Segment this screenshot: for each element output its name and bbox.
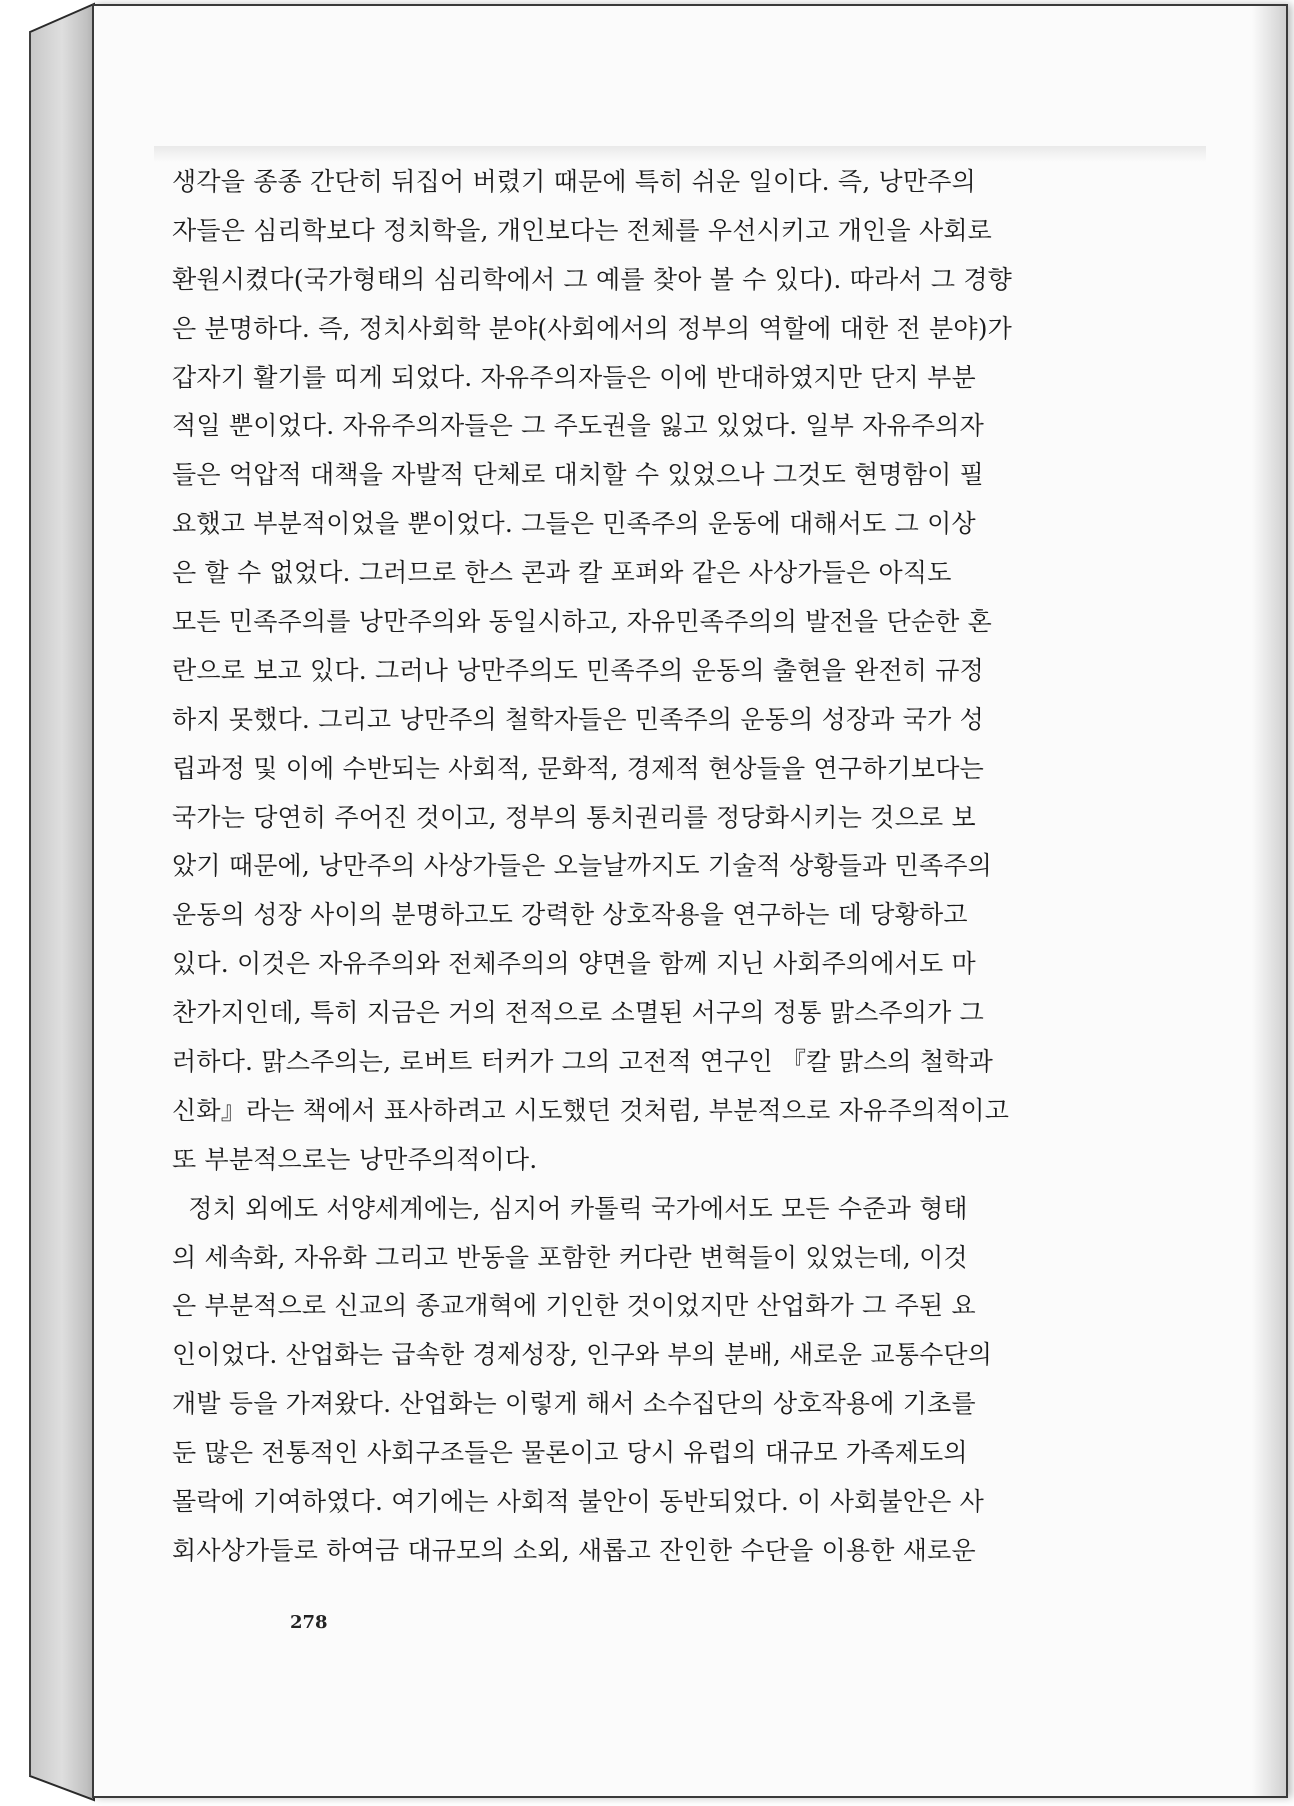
text-line: 정치 외에도 서양세계에는, 심지어 카톨릭 국가에서도 모든 수준과 형태 [172,1193,968,1223]
text-line: 립과정 및 이에 수반되는 사회적, 문화적, 경제적 현상들을 연구하기보다는 [172,753,984,783]
text-line: 의 세속화, 자유화 그리고 반동을 포함한 커다란 변혁들이 있었는데, 이것 [172,1242,968,1272]
text-line: 찬가지인데, 특히 지금은 거의 전적으로 소멸된 서구의 정통 맑스주의가 그 [172,998,984,1028]
text-line: 하지 못했다. 그리고 낭만주의 철학자들은 민족주의 운동의 성장과 국가 성 [172,704,984,734]
text-line: 생각을 종종 간단히 뒤집어 버렸기 때문에 특히 쉬운 일이다. 즉, 낭만주의 [172,167,976,196]
text-line: 국가는 당연히 주어진 것이고, 정부의 통치권리를 정당화시키는 것으로 보 [172,802,976,832]
text-line: 회사상가들로 하여금 대규모의 소외, 새롭고 잔인한 수단을 이용한 새로운 [172,1535,976,1565]
text-line: 환원시켰다(국가형태의 심리학에서 그 예를 찾아 볼 수 있다). 따라서 그 경향 [172,264,1013,294]
text-line: 러하다. 맑스주의는, 로버트 터커가 그의 고전적 연구인 『칼 맑스의 철학과 [172,1047,993,1077]
text-line: 자들은 심리학보다 정치학을, 개인보다는 전체를 우선시키고 개인을 사회로 [172,215,993,245]
text-line: 갑자기 활기를 띠게 되었다. 자유주의자들은 이에 반대하였지만 단지 부분 [172,362,976,392]
text-line: 개발 등을 가져왔다. 산업화는 이렇게 해서 소수집단의 상호작용에 기초를 [172,1389,976,1419]
text-line: 은 할 수 없었다. 그러므로 한스 콘과 칼 포퍼와 같은 사상가들은 아직도 [172,558,952,588]
text-line: 은 부분적으로 신교의 종교개혁에 기인한 것이었지만 산업화가 그 주된 요 [172,1291,976,1321]
text-line: 란으로 보고 있다. 그러나 낭만주의도 민족주의 운동의 출현을 완전히 규정 [172,655,984,685]
text-line: 적일 뿐이었다. 자유주의자들은 그 주도권을 잃고 있었다. 일부 자유주의자 [172,411,984,441]
text-line: 들은 억압적 대책을 자발적 단체로 대치할 수 있었으나 그것도 현명함이 필 [172,460,984,490]
text-line: 있다. 이것은 자유주의와 전체주의의 양면을 함께 지닌 사회주의에서도 마 [172,949,976,979]
page-edge-shade [1252,6,1286,1796]
text-line: 요했고 부분적이었을 뿐이었다. 그들은 민족주의 운동에 대해서도 그 이상 [172,509,976,539]
text-line: 몰락에 기여하였다. 여기에는 사회적 불안이 동반되었다. 이 사회불안은 사 [172,1487,984,1517]
text-line: 인이었다. 산업화는 급속한 경제성장, 인구와 부의 분배, 새로운 교통수단의 [172,1340,993,1370]
text-line: 또 부분적으로는 낭만주의적이다. [172,1144,538,1174]
text-line: 둔 많은 전통적인 사회구조들은 물론이고 당시 유럽의 대규모 가족제도의 [172,1438,968,1468]
text-line: 았기 때문에, 낭만주의 사상가들은 오늘날까지도 기술적 상황들과 민족주의 [172,851,993,881]
text-line: 운동의 성장 사이의 분명하고도 강력한 상호작용을 연구하는 데 당황하고 [172,900,968,930]
page-number: 278 [290,1612,328,1633]
text-line: 은 분명하다. 즉, 정치사회학 분야(사회에서의 정부의 역할에 대한 전 분야)가 [172,313,1013,343]
body-text [172,158,1130,1576]
text-line: 모든 민족주의를 낭만주의와 동일시하고, 자유민족주의의 발전을 단순한 혼 [172,607,993,637]
text-line: 신화』라는 책에서 표사하려고 시도했던 것처럼, 부분적으로 자유주의적이고 [172,1095,1010,1125]
